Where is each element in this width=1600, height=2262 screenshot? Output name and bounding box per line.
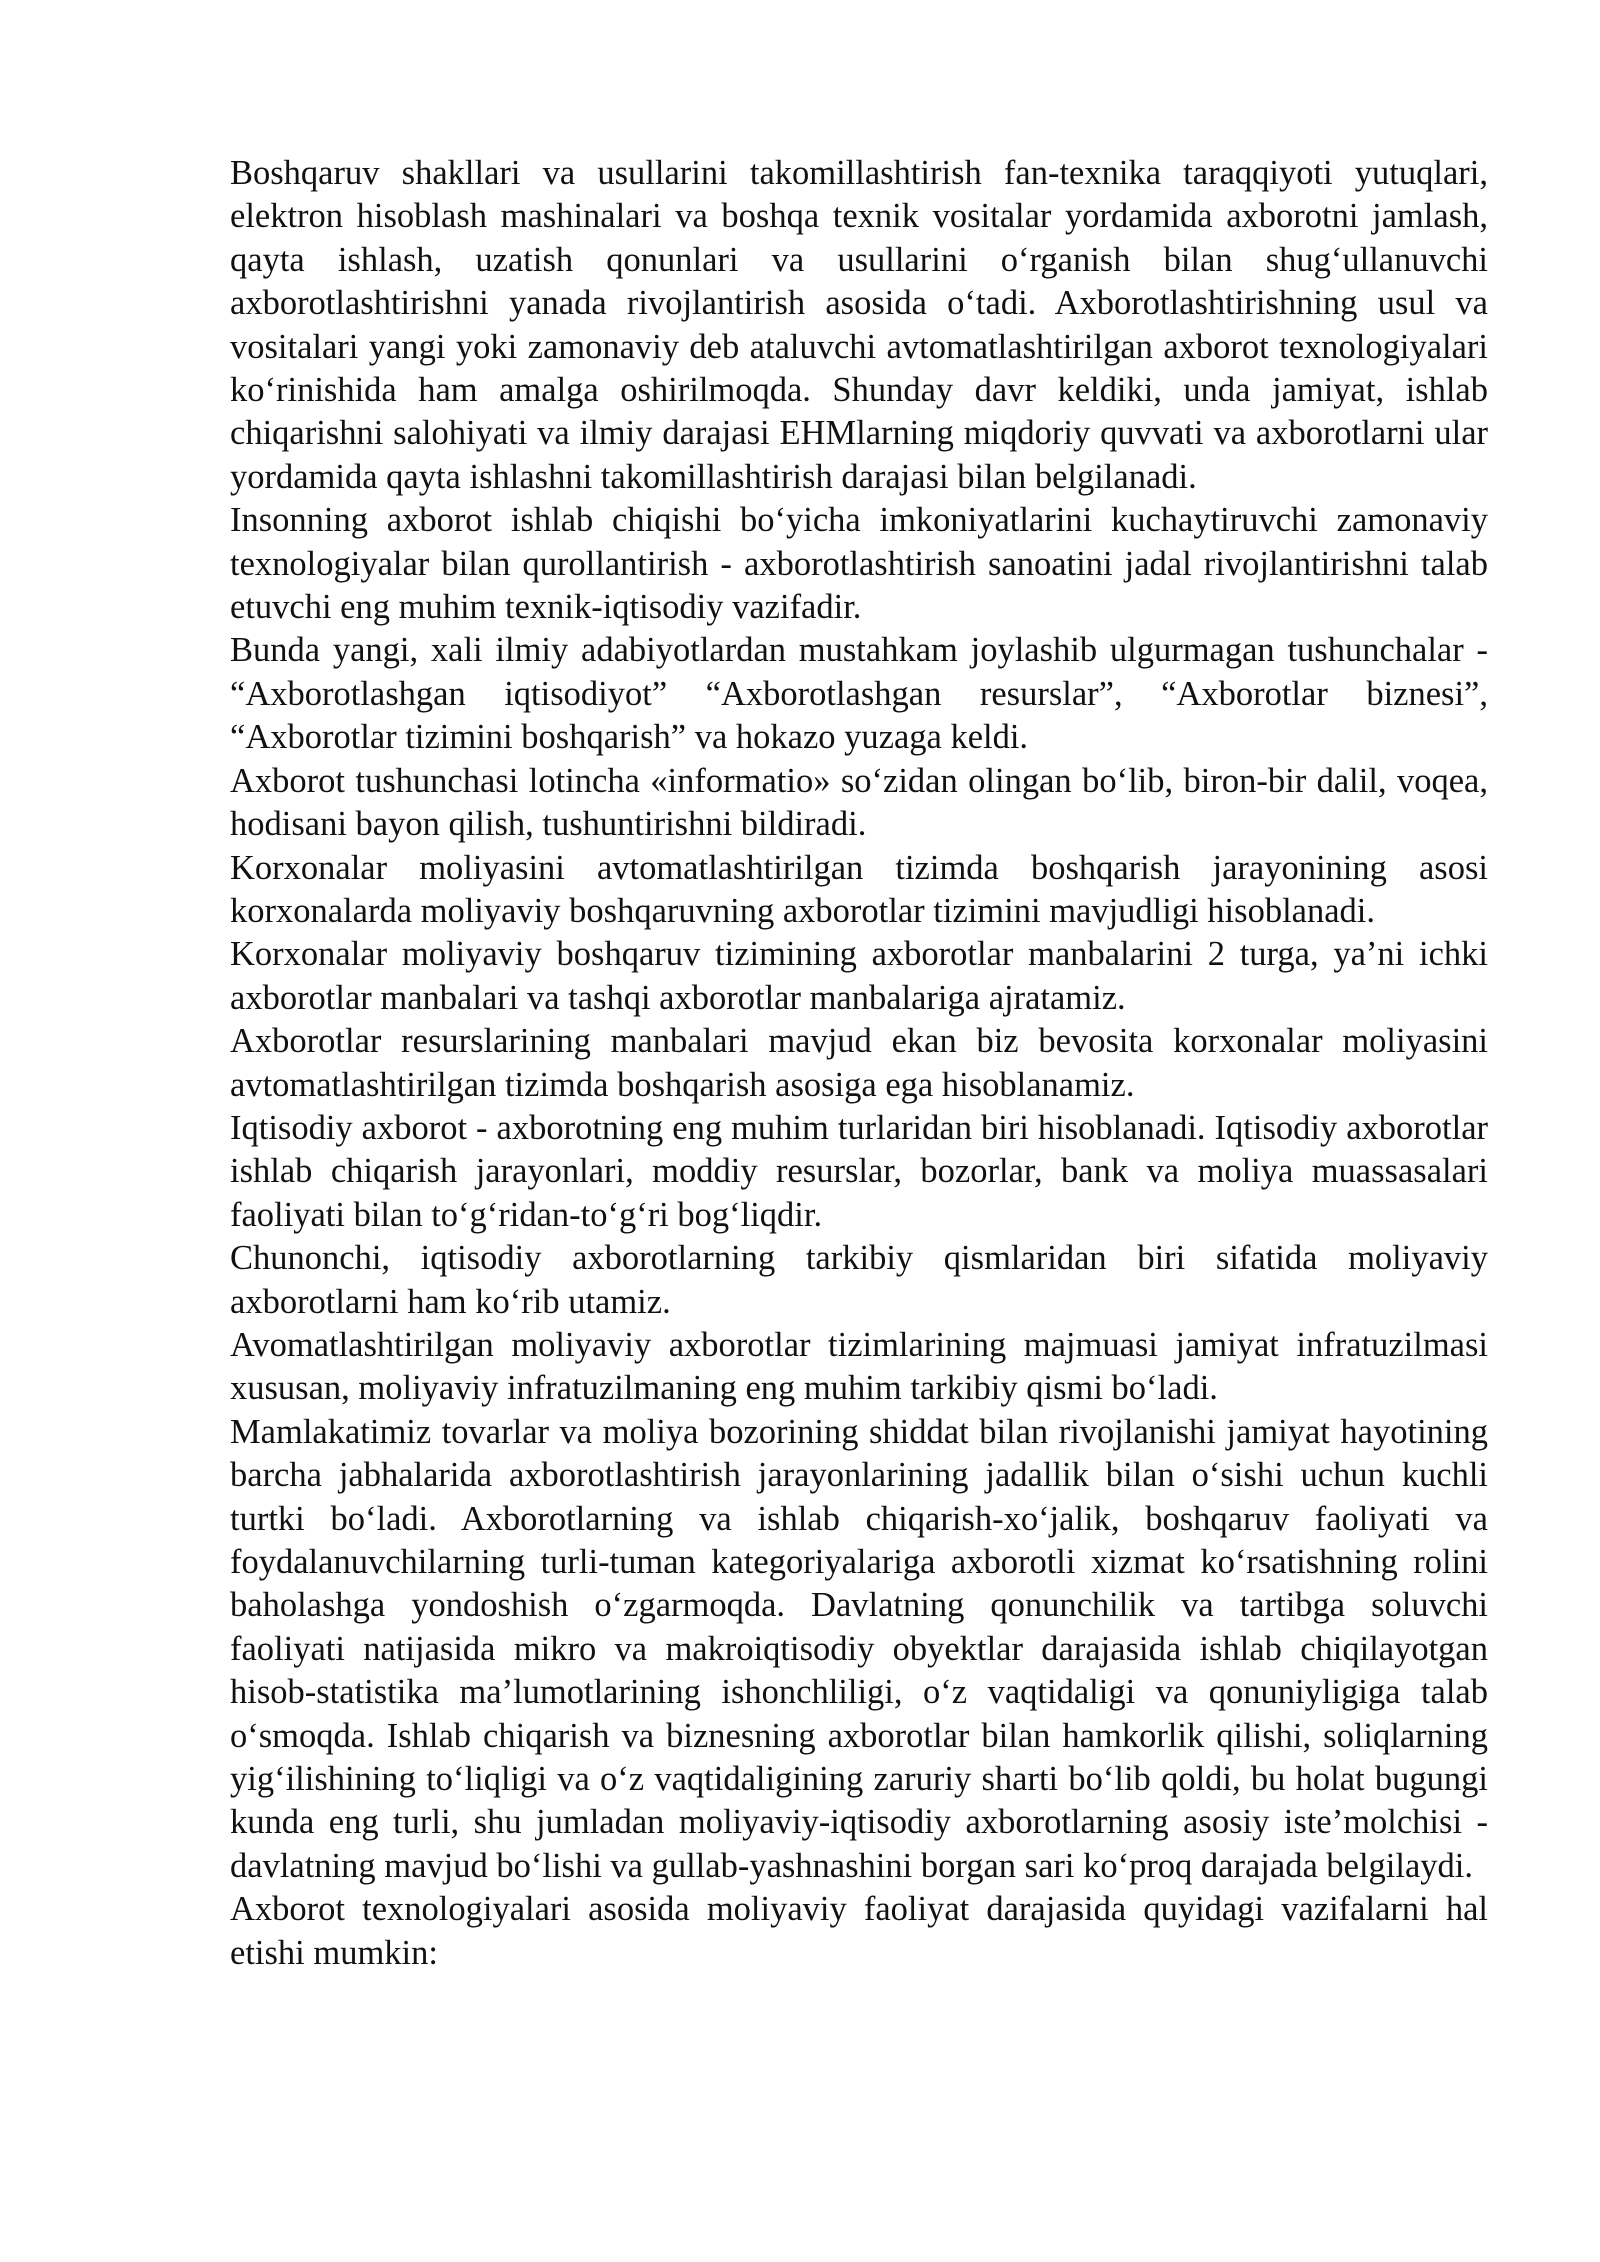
paragraph-5: Korxonalar moliyasini avtomatlashtirilgan tizimda boshqarish jarayonining asosi korxonalarda moliyaviy boshqaruvning axborotlar tizimini mavjudligi hisoblanadi. (230, 848, 1488, 930)
paragraph-9: Chunonchi, iqtisodiy axborotlarning tarkibiy qismlaridan biri sifatida moliyaviy axborotlarni ham koʻrib utamiz. (230, 1239, 1488, 1321)
paragraph-1: Boshqaruv shakllari va usullarini takomillashtirish fan-texnika taraqqiyoti yutuqlari, elektron hisoblash mashinalari va boshqa texnik vositalar yordamida axborotni jamlash, qayta ishlash, uzatish qonunlari va usullarini oʻrganish bilan shugʻullanuvchi axborotlashtirishni yanada rivojlantirish asosida oʻtadi. Axborotlashtirishning usul va vositalari yangi yoki zamonaviy deb ataluvchi avtomatlashtirilgan axborot texnologiyalari koʻrinishida ham amalga oshirilmoqda. Shunday davr keldiki, unda jamiyat, ishlab chiqarishni salohiyati va ilmiy darajasi EHMlarning miqdoriy quvvati va axborotlarni ular yordamida qayta ishlashni takomillashtirish darajasi bilan belgilanadi. (230, 154, 1488, 496)
paragraph-12: Axborot texnologiyalari asosida moliyaviy faoliyat darajasida quyidagi vazifalarni hal etishi mumkin: (230, 1890, 1488, 1972)
paragraph-7: Axborotlar resurslarining manbalari mavjud ekan biz bevosita korxonalar moliyasini avtomatlashtirilgan tizimda boshqarish asosiga ega hisoblanamiz. (230, 1022, 1488, 1104)
paragraph-8: Iqtisodiy axborot - axborotning eng muhim turlaridan biri hisoblanadi. Iqtisodiy axborotlar ishlab chiqarish jarayonlari, moddiy resurslar, bozorlar, bank va moliya muassasalari faoliyati bilan toʻgʻridan-toʻgʻri bogʻliqdir. (230, 1108, 1488, 1234)
paragraph-3: Bunda yangi, xali ilmiy adabiyotlardan mustahkam joylashib ulgurmagan tushunchalar - “Axborotlashgan iqtisodiyot” “Axborotlashgan resurslar”, “Axborotlar biznesi”, “Axborotlar tizimini boshqarish” va hokazo yuzaga keldi. (230, 631, 1488, 757)
paragraph-10: Avomatlashtirilgan moliyaviy axborotlar tizimlarining majmuasi jamiyat infratuzilmasi xususan, moliyaviy infratuzilmaning eng muhim tarkibiy qismi boʻladi. (230, 1325, 1488, 1408)
paragraph-11: Mamlakatimiz tovarlar va moliya bozorining shiddat bilan rivojlanishi jamiyat hayotining barcha jabhalarida axborotlashtirish jarayonlarining jadallik bilan oʻsishi uchun kuchli turtki boʻladi. Axborotlarning va ishlab chiqarish-xoʻjalik, boshqaruv faoliyati va foydalanuvchilarning turli-tuman kategoriyalariga axborotli xizmat koʻrsatishning rolini baholashga yondoshish oʻzgarmoqda. Davlatning qonunchilik va tartibga soluvchi faoliyati natijasida mikro va makroiqtisodiy obyektlar darajasida ishlab chiqilayotgan hisob-statistika ma’lumotlarining ishonchliligi, oʻz vaqtidaligi va qonuniyligiga talab oʻsmoqda. Ishlab chiqarish va biznesning axborotlar bilan hamkorlik qilishi, soliqlarning yigʻilishining toʻliqligi va oʻz vaqtidaligining zaruriy sharti boʻlib qoldi, bu holat bugungi kunda eng turli, shu jumladan moliyaviy-iqtisodiy axborotlarning asosiy iste’molchisi - davlatning mavjud boʻlishi va gullab-yashnashini borgan sari koʻproq darajada belgilaydi. (230, 1412, 1488, 1885)
document-body (230, 152, 1488, 1975)
paragraph-2: Insonning axborot ishlab chiqishi boʻyicha imkoniyatlarini kuchaytiruvchi zamonaviy texnologiyalar bilan qurollantirish - axborotlashtirish sanoatini jadal rivojlantirishni talab etuvchi eng muhim texnik-iqtisodiy vazifadir. (230, 501, 1488, 627)
paragraph-4: Axborot tushunchasi lotincha «informatio» soʻzidan olingan boʻlib, biron-bir dalil, voqea, hodisani bayon qilish, tushuntirishni bildiradi. (230, 761, 1488, 844)
paragraph-6: Korxonalar moliyaviy boshqaruv tizimining axborotlar manbalarini 2 turga, ya’ni ichki axborotlar manbalari va tashqi axborotlar manbalariga ajratamiz. (230, 935, 1488, 1017)
